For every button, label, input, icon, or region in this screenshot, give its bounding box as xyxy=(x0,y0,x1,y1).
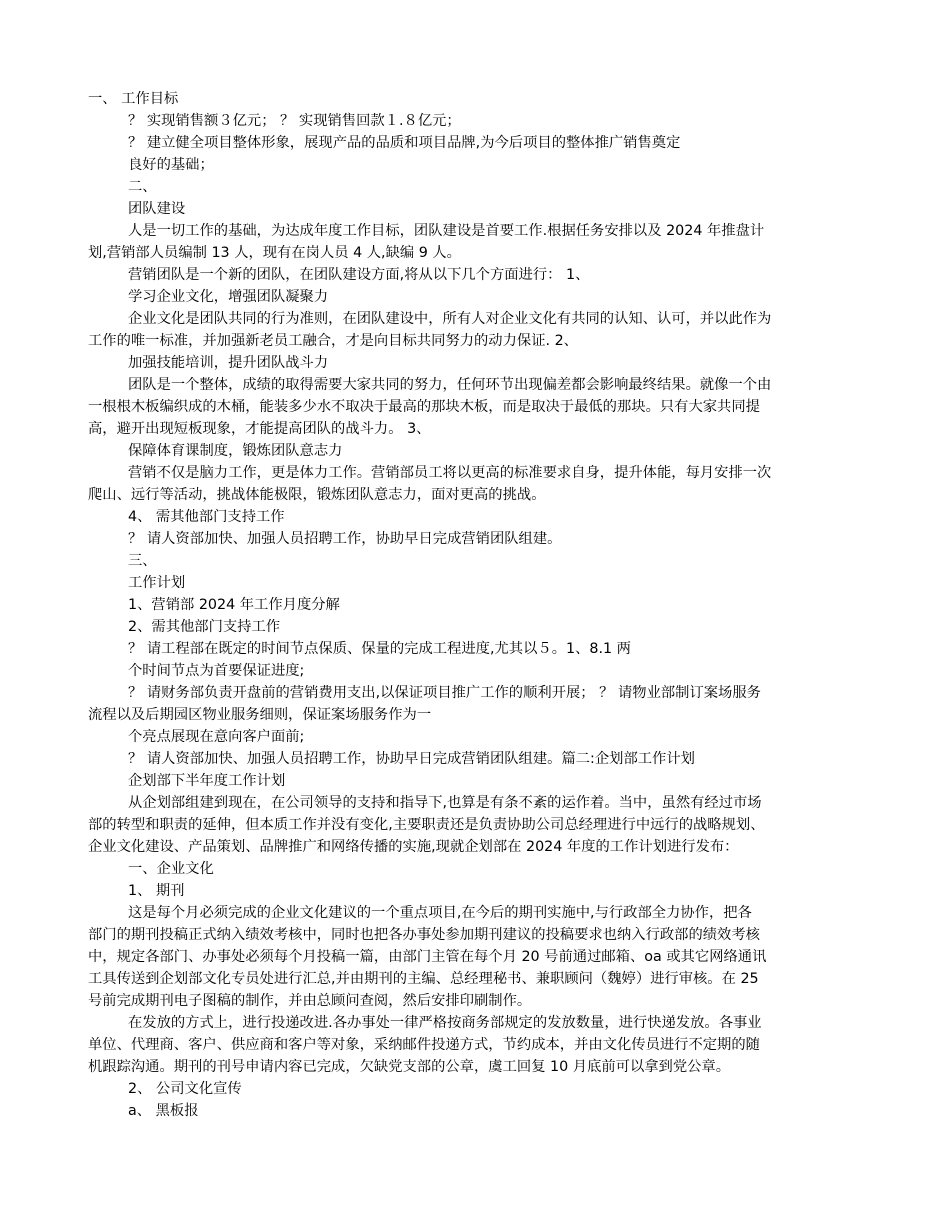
text-line: 良好的基础； xyxy=(128,157,214,173)
text-line: 营销团队是一个新的团队，在团队建设方面,将从以下几个方面进行： 1、 xyxy=(128,267,590,283)
text-line: 这是每个月必须完成的企业文化建议的一个重点项目,在今后的期刊实施中,与行政部全力协作，把各 xyxy=(128,905,752,921)
text-line: 2、 公司文化宣传 xyxy=(128,1081,242,1097)
text-line: 二、 xyxy=(128,179,157,195)
text-line: 团队是一个整体，成绩的取得需要大家共同的努力，任何环节出现偏差都会影响最终结果。就像一个由 xyxy=(128,377,772,393)
text-line: ？ 请人资部加快、加强人员招聘工作，协助早日完成营销团队组建。 xyxy=(128,531,562,547)
text-line: 爬山、远行等活动，挑战体能极限，锻炼团队意志力，面对更高的挑战。 xyxy=(88,487,546,503)
text-line: ？ 请工程部在既定的时间节点保质、保量的完成工程进度,尤其以５。1、8.1 两 xyxy=(128,641,631,657)
text-line: 工作计划 xyxy=(128,575,186,591)
text-line: 个时间节点为首要保证进度; xyxy=(128,663,305,679)
text-line: 号前完成期刊电子图稿的制作，并由总顾问查阅，然后安排印刷制作。 xyxy=(88,993,532,1009)
text-line: 企划部下半年度工作计划 xyxy=(128,773,286,789)
text-line: 工作的唯一标准，并加强新老员工融合，才是向目标共同努力的动力保证. 2、 xyxy=(88,333,578,349)
text-line: 一根根木板编织成的木桶，能装多少水不取决于最高的那块木板，而是取决于最低的那块。只有大家共同提 xyxy=(88,399,760,415)
text-line: 单位、代理商、客户、供应商和客户等对象，采纳邮件投递方式，节约成本，并由文化传员进行不定期的随 xyxy=(88,1037,760,1053)
text-line: 一、 工作目标 xyxy=(88,91,179,107)
text-line: ？ 请人资部加快、加强人员招聘工作，协助早日完成营销团队组建。篇二:企划部工作计划 xyxy=(128,751,695,767)
text-line: 团队建设 xyxy=(128,201,186,217)
text-line: 营销不仅是脑力工作，更是体力工作。营销部员工将以更高的标准要求自身，提升体能，每月安排一次 xyxy=(128,465,772,481)
text-line: 流程以及后期园区物业服务细则，保证案场服务作为一 xyxy=(88,707,432,723)
text-line: 在发放的方式上，进行投递改进.各办事处一律严格按商务部规定的发放数量，进行快递发放。各事业 xyxy=(128,1015,762,1031)
text-line: 2、需其他部门支持工作 xyxy=(128,619,281,635)
text-line: a、 黑板报 xyxy=(128,1103,199,1119)
text-line: 划,营销部人员编制 13 人，现有在岗人员 4 人,缺编 9 人。 xyxy=(88,245,461,261)
text-line: ？ 建立健全项目整体形象，展现产品的品质和项目品牌,为今后项目的整体推广销售奠定 xyxy=(128,135,681,151)
text-line: 1、 期刊 xyxy=(128,883,185,899)
text-line: 企业文化建设、产品策划、品牌推广和网络传播的实施,现就企划部在 2024 年度的工作计划进行发布： xyxy=(88,839,739,855)
text-line: 个亮点展现在意向客户面前; xyxy=(128,729,305,745)
text-line: 中，规定各部门、办事处必须每个月投稿一篇，由部门主管在每个月 20 号前通过邮箱、oa 或其它网络通讯 xyxy=(88,949,767,965)
text-line: 从企划部组建到现在，在公司领导的支持和指导下,也算是有条不紊的运作着。当中，虽然有经过市场 xyxy=(128,795,762,811)
text-line: 人是一切工作的基础，为达成年度工作目标，团队建设是首要工作.根据任务安排以及 2024 年推盘计 xyxy=(128,223,765,239)
text-line: 部的转型和职责的延伸，但本质工作并没有变化,主要职责还是负责协助公司总经理进行中远行的战略规划、 xyxy=(88,817,765,833)
text-line: 部门的期刊投稿正式纳入绩效考核中，同时也把各办事处参加期刊建议的投稿要求也纳入行政部的绩效考核 xyxy=(88,927,760,943)
text-line: 4、 需其他部门支持工作 xyxy=(128,509,285,525)
text-line: 一、企业文化 xyxy=(128,861,214,877)
text-line: 学习企业文化，增强团队凝聚力 xyxy=(128,289,329,305)
text-line: 机跟踪沟通。期刊的刊号申请内容已完成，欠缺党支部的公章，虞工回复 10 月底前可以拿到党公章。 xyxy=(88,1059,731,1075)
text-line: 企业文化是团队共同的行为准则，在团队建设中，所有人对企业文化有共同的认知、认可，并以此作为 xyxy=(128,311,772,327)
text-line: 工具传送到企划部文化专员处进行汇总,并由期刊的主编、总经理秘书、兼职顾问（魏婷）进行审核。在 25 xyxy=(88,971,759,987)
text-line: 三、 xyxy=(128,553,157,569)
text-line: 高，避开出现短板现象，才能提高团队的战斗力。 3、 xyxy=(88,421,431,437)
text-line: ？ 请财务部负责开盘前的营销费用支出,以保证项目推广工作的顺利开展； ？ 请物业部制订案场服务 xyxy=(128,685,761,701)
text-line: 1、营销部 2024 年工作月度分解 xyxy=(128,597,340,613)
text-line: 保障体育课制度，锻炼团队意志力 xyxy=(128,443,343,459)
text-line: 加强技能培训，提升团队战斗力 xyxy=(128,355,329,371)
text-line: ？ 实现销售额３亿元； ？ 实现销售回款１.８亿元； xyxy=(128,113,461,129)
